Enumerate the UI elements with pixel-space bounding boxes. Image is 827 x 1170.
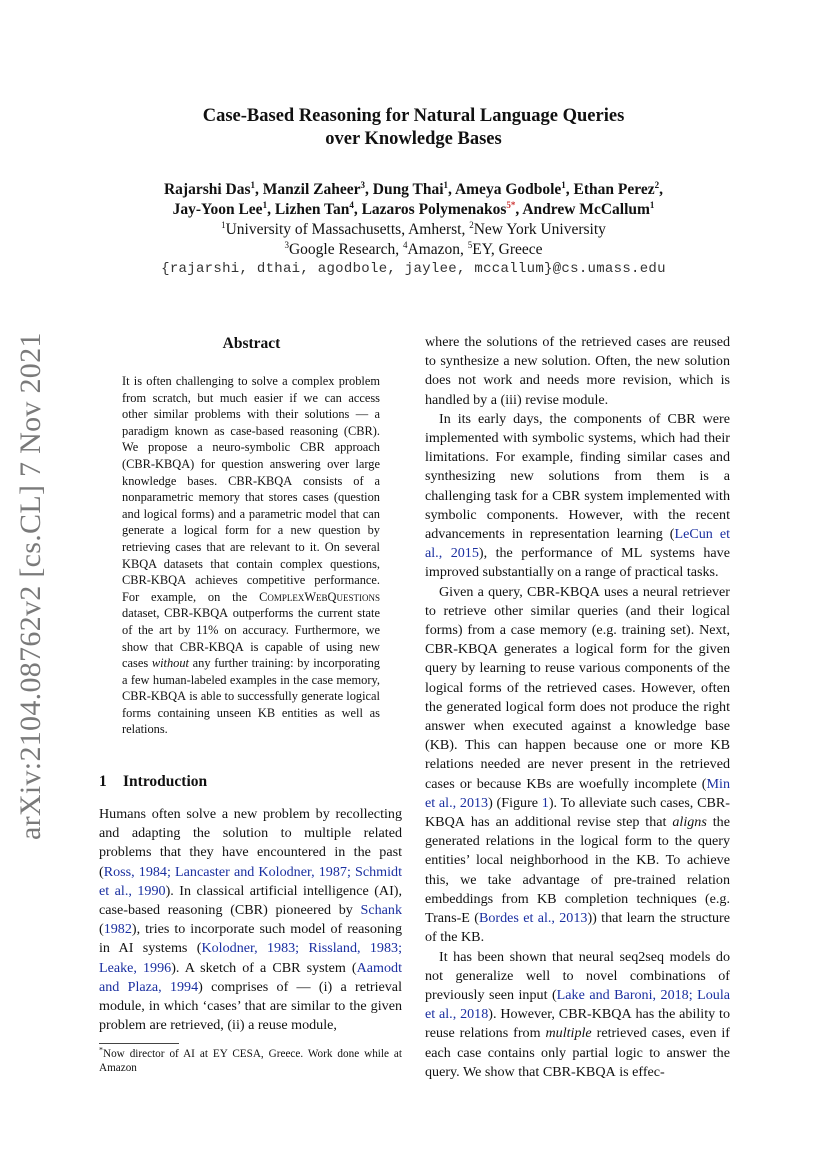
abstract-run: ) for question answering over large knowledge bases.: [122, 456, 380, 488]
paper-title: [0, 105, 827, 151]
method-name: CBR-KBQA: [126, 456, 191, 471]
author-affiliation-mark: 1: [250, 179, 256, 190]
affiliation-text: Google Research,: [288, 241, 403, 258]
abstract-run: any further training: by incorporating a few human-labeled examples in the case memory,: [122, 656, 380, 687]
paragraph: [425, 583, 730, 948]
emphasis: multiple: [545, 1025, 592, 1042]
body-run: Humans often solve a new problem by recollecting and adapting the solution to multiple related problems that they have encountered in the past (: [99, 806, 402, 880]
author-name: Lazaros Polymenakos: [361, 201, 507, 218]
method-name: CBR-KBQA: [164, 606, 229, 621]
method-name: CBR-KBQA: [122, 689, 187, 704]
abstract-run: It is often challenging to solve a complex problem from scratch, but much easier if we can access other similar problems with their solutions — a paradigm known as case-based reasoning (CBR). We propose a neuro-symbolic CBR approach (: [122, 374, 380, 471]
author-affiliation-mark: 2: [654, 179, 660, 190]
author-affiliation-mark: 1: [561, 179, 566, 190]
author-list: [0, 180, 827, 220]
abstract-text: [122, 373, 380, 738]
abstract-run: consists of a nonparametric memory that stores cases (question and logical forms) and a parametric model that can generate a logical form for a new question by retrieving cases that are relevant to it. On several KBQA datasets that contain complex questions,: [122, 473, 381, 571]
affiliation-number: 4: [403, 239, 408, 250]
method-name: CBR-KBQA: [228, 473, 293, 488]
emphasis: without: [151, 656, 189, 671]
body-run: is effec-: [615, 1063, 665, 1080]
footnote: [99, 1047, 402, 1075]
abstract-run: is able to successfully generate logical forms containing unseen KB entities as well as relations.: [122, 689, 380, 737]
body-run: retrieved cases, even if each case contains only partial logic to answer the query. We show that: [425, 1025, 730, 1080]
footnote-divider: [99, 1043, 179, 1044]
figure-link[interactable]: 1: [541, 794, 549, 811]
citation-link[interactable]: Schank: [360, 902, 402, 919]
body-run: ), the performance of ML systems have improved substantially on a range of practical tasks.: [425, 545, 730, 581]
paragraph: [425, 333, 730, 410]
arxiv-identifier: arXiv:2104.08762v2 [cs.CL] 7 Nov 2021: [14, 332, 47, 840]
affiliation-line-1: [0, 220, 827, 240]
affiliations: [0, 220, 827, 260]
body-run: ) comprises of — (i) a retrieval module, in which ‘cases’ that are similar to the given problem are retrieved, (ii) a reuse module,: [99, 978, 402, 1034]
section-number: 1: [99, 773, 107, 790]
citation-link[interactable]: 1982: [103, 921, 132, 938]
body-run: In its early days, the components of CBR were implemented with symbolic systems, which had their limitations. For example, finding similar cases and synthesizing new solutions from them is a challenging task for a CBR system implemented with symbolic components. However, with the recent advancements in representation learning (: [425, 410, 730, 543]
author-affiliation-mark: 3: [360, 179, 365, 190]
affiliation-number: 1: [221, 219, 226, 230]
body-run: Given a query,: [439, 583, 527, 600]
author-emails: {rajarshi, dthai, agodbole, jaylee, mccallum}@cs.umass.edu: [161, 261, 666, 277]
method-name: CBR-KBQA: [179, 639, 244, 654]
footnote-mark: *: [99, 1045, 103, 1055]
abstract-run: is capable of using new cases: [122, 639, 380, 671]
author-affiliation-mark: 1: [262, 199, 268, 210]
author-affiliation-mark: 1: [443, 179, 449, 190]
body-run: ). However,: [488, 1006, 559, 1023]
citation-link[interactable]: Lake and Baroni, 2018; Loula et al., 2018: [425, 986, 730, 1023]
method-name: CBR-KBQA: [425, 641, 498, 658]
abstract-heading: Abstract: [222, 335, 281, 352]
emphasis: aligns: [672, 814, 707, 831]
author-affiliation-mark: 1: [649, 199, 655, 210]
body-run: ). In classical artificial intelligence (AI), case-based reasoning (CBR) pioneered by: [99, 882, 402, 919]
abstract-run: achieves competitive performance. For example, on the: [122, 573, 380, 604]
method-name: CBR-KBQA: [122, 573, 187, 588]
body-run: ) (Figure: [488, 794, 542, 811]
citation-link[interactable]: Aamodt and Plaza, 1994: [99, 959, 402, 995]
introduction-paragraph: [99, 805, 402, 1035]
body-run: the generated relations in the logical form to the query entities’ local neighborhood in the KB. To achieve this, we take advantage of pre-trained relation embeddings from KB completion techniques (e.g. Trans-E (: [425, 814, 730, 927]
method-name: CBR-KBQA: [542, 1063, 616, 1080]
title-line-2: over Knowledge Bases: [325, 129, 502, 149]
author-name: Ameya Godbole: [454, 181, 562, 198]
author-affiliation-mark: 4: [349, 199, 354, 210]
affiliation-text: EY, Greece: [472, 241, 543, 258]
title-line-1: Case-Based Reasoning for Natural Language Queries: [202, 106, 625, 126]
footnote-text: Now director of AI at EY CESA, Greece. Work done while at Amazon: [99, 1048, 402, 1074]
author-name: Jay-Yoon Lee: [172, 201, 263, 218]
paragraph: [425, 948, 730, 1082]
author-affiliation-mark: 5*: [506, 199, 516, 210]
body-run: ). To alleviate such cases,: [548, 794, 698, 811]
affiliation-number: 5: [467, 239, 473, 250]
author-line-2: Jay-Yoon Lee$^1$, Lizhen Tan$^4$, Lazaros Polymenakos$^{5*}$, Andrew McCallum$^1$: [172, 199, 655, 218]
affiliation-number: 2: [469, 219, 474, 230]
citation-link[interactable]: Kolodner, 1983; Rissland, 1983; Leake, 1996: [99, 940, 402, 976]
body-run: has the ability to reuse relations from: [425, 1006, 730, 1042]
abstract-run: outperforms the current state of the art by 11% on accuracy. Furthermore, we show that: [122, 606, 380, 654]
dataset-name: ComplexWebQuestions: [259, 589, 380, 604]
author-name: Lizhen Tan: [274, 201, 350, 218]
author-line-1: Rajarshi Das$^1$, Manzil Zaheer$^3$, Dung Thai$^1$, Ameya Godbole$^1$, Ethan Perez$^2$,: [163, 179, 663, 198]
right-column: [425, 333, 730, 1082]
body-run: It has been shown that neural seq2seq models do not generalize well to novel combinations of previously seen input (: [425, 948, 730, 1003]
paragraph: [425, 410, 730, 583]
author-name: Dung Thai: [372, 181, 444, 198]
affiliation-line-2: [0, 240, 827, 260]
author-name: Ethan Perez: [573, 181, 655, 198]
citation-link[interactable]: Bordes et al., 2013: [478, 910, 588, 927]
affiliation-text: University of Massachusetts, Amherst,: [225, 221, 470, 238]
body-run: ), tries to incorporate such model of reasoning in AI systems (: [99, 921, 402, 957]
method-name: CBR-KBQA: [425, 794, 730, 831]
affiliation-number: 3: [284, 239, 289, 250]
section-heading-introduction: [99, 773, 207, 791]
body-run: has an additional revise step that: [464, 814, 673, 831]
author-name: Rajarshi Das: [163, 181, 251, 198]
body-run: ). A sketch of a CBR system (: [171, 959, 357, 976]
body-run: (: [99, 921, 104, 938]
body-run: )) that learn the structure of the KB.: [425, 910, 731, 946]
method-name: CBR-KBQA: [526, 583, 600, 600]
method-name: CBR-KBQA: [558, 1006, 632, 1023]
abstract-run: dataset,: [122, 606, 165, 621]
section-title: Introduction: [123, 773, 208, 790]
citation-link[interactable]: LeCun et al., 2015: [425, 526, 730, 562]
author-name: Manzil Zaheer: [262, 181, 361, 198]
body-run: generates a logical form for the given query by learning to reuse various components of the logical forms of the retrieved cases. However, often the generated logical form does not produce the right answer when executed against a knowledge base (KB). This can happen because one or more KB relations needed are never present in the retrieved cases or because KBs are woefully incomplete (: [425, 641, 730, 792]
affiliation-text: New York University: [473, 221, 606, 238]
citation-link[interactable]: Min et al., 2013: [425, 775, 730, 811]
author-name: Andrew McCallum: [522, 201, 650, 218]
body-run: uses a neural retriever to retrieve other similar queries (and their logical forms) from a case memory (e.g. training set). Next,: [425, 583, 730, 639]
affiliation-text: Amazon,: [407, 241, 468, 258]
body-run: where the solutions of the retrieved cases are reused to synthesize a new solution. Often, the new solution does not work and needs more revision, which is handled by a (iii) revise module.: [425, 334, 730, 408]
citation-link[interactable]: Ross, 1984; Lancaster and Kolodner, 1987; Schmidt et al., 1990: [99, 863, 402, 899]
